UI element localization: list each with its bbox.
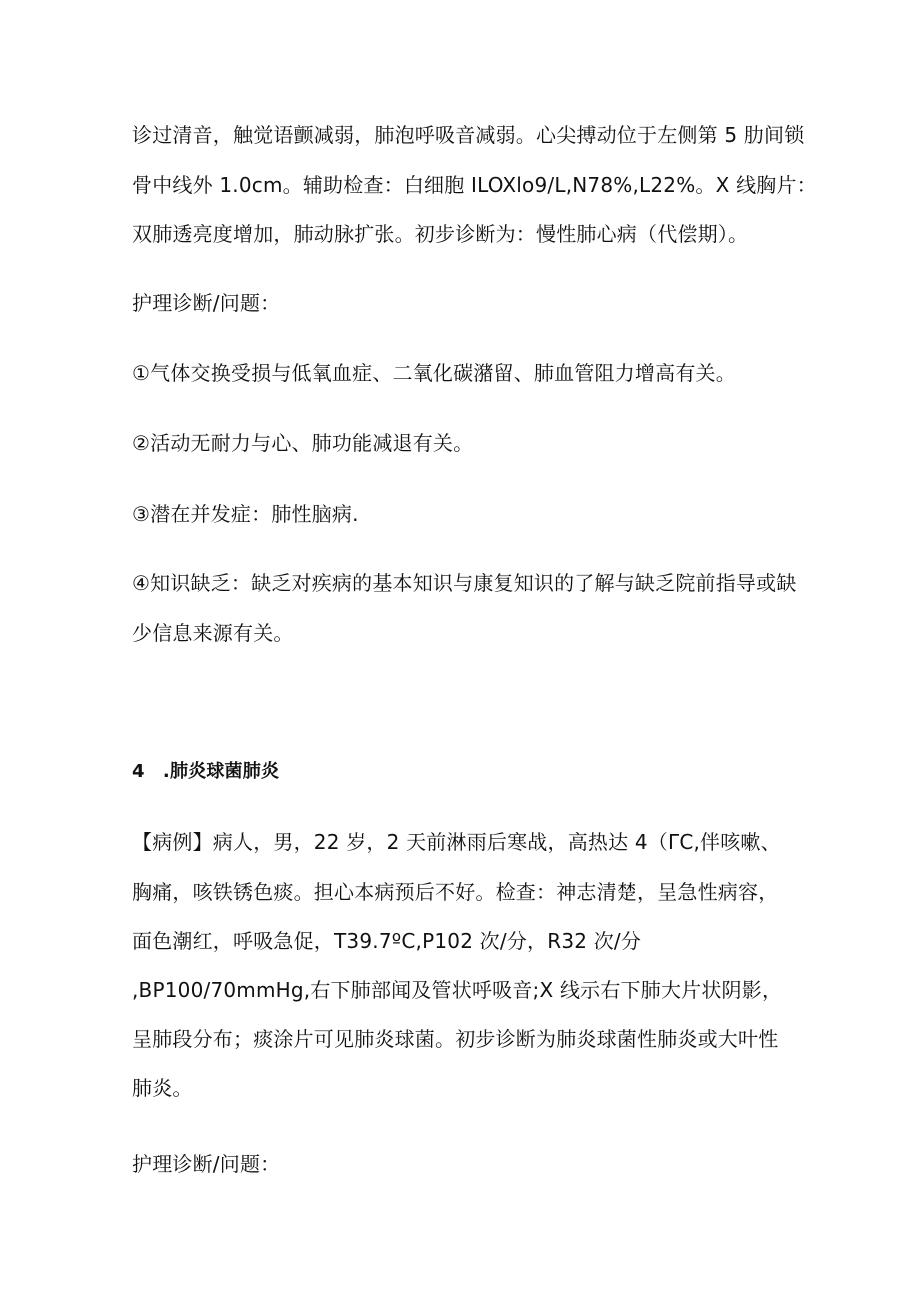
nursing-diagnosis-heading: 护理诊断/问题： — [132, 291, 281, 315]
problem-item-2: ②活动无耐力与心、肺功能减退有关。 — [132, 431, 474, 455]
case-line: 面色潮红，呼吸急促，T39.7ºC,P102 次/分，R32 次/分 — [132, 929, 642, 953]
problem-item-1: ①气体交换受损与低氧血症、二氧化碳潴留、肺血管阻力增高有关。 — [132, 361, 736, 385]
problem-item-3: ③潜在并发症：肺性脑病. — [132, 502, 359, 526]
case-line: 胸痛，咳铁锈色痰。担心本病预后不好。检查：神志清楚，呈急性病容， — [132, 880, 779, 904]
paragraph-line: 诊过清音，触觉语颤减弱，肺泡呼吸音减弱。心尖搏动位于左侧第 5 肋间锁 — [132, 123, 805, 147]
section-title: 4 .肺炎球菌肺炎 — [132, 761, 280, 782]
paragraph-line: 双肺透亮度增加，肺动脉扩张。初步诊断为：慢性肺心病（代偿期）。 — [132, 222, 749, 246]
nursing-diagnosis-heading-2: 护理诊断/问题： — [132, 1152, 281, 1176]
paragraph-line: 骨中线外 1.0cm。辅助检查：白细胞 ILOXlo9/L,N78%,L22%。X 线胸片： — [132, 173, 817, 197]
case-line: 【病例】病人，男，22 岁，2 天前淋雨后寒战，高热达 4（ΓC,伴咳嗽、 — [132, 830, 781, 854]
case-line: 肺炎。 — [132, 1076, 193, 1100]
problem-item-4: ④知识缺乏：缺乏对疾病的基本知识与康复知识的了解与缺乏院前指导或缺 — [132, 571, 797, 595]
case-line: ,BP100/70mmHg,右下肺部闻及管状呼吸音;X 线示右下肺大片状阴影， — [132, 978, 783, 1002]
problem-item-4-continued: 少信息来源有关。 — [132, 621, 294, 645]
case-line: 呈肺段分布；痰涂片可见肺炎球菌。初步诊断为肺炎球菌性肺炎或大叶性 — [132, 1027, 779, 1051]
